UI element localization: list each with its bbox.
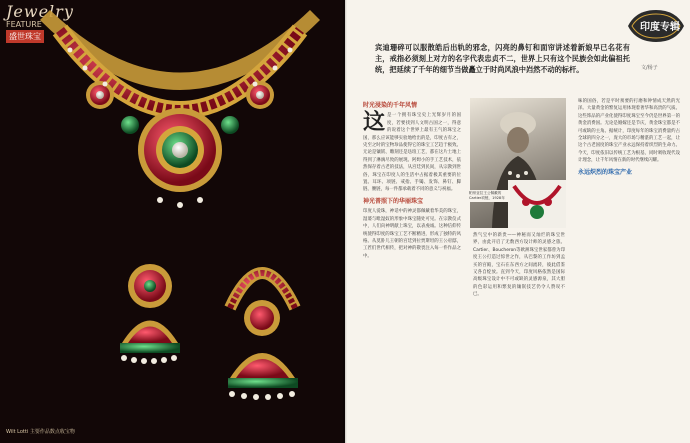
author-byline: 文/杨子	[641, 65, 658, 71]
page-gutter	[343, 0, 347, 443]
section-heading-1: 时光浸染的千年风情	[363, 102, 418, 109]
section-badge: 印度专辑	[640, 22, 680, 33]
column-2	[473, 232, 565, 299]
section-heading-3: 永远炽烈的珠宝产业	[578, 168, 633, 176]
earring-right-image	[220, 248, 305, 423]
photo-caption: 帕蒂亚拉王公佩戴的Cartier项链，1928年	[468, 190, 510, 202]
section-label-en: FEATURE	[6, 20, 42, 29]
lead-paragraph: 宾迪珊碎可以服散皓后出轨的邪念，闪亮的鼻钉和面帘讲述着新娘早已名花有主，戒指必须刻上对方的名字代表忠贞不二，世界上只有这个民族会如此偏祖托统，把延续了千年的细节当做矗立于时尚风浪中岿然不动的标杆。	[375, 43, 630, 74]
left-page-caption: Wilt Lotti 主要作品数点收宝物	[6, 429, 75, 435]
earring-left-image	[110, 258, 190, 423]
section-heading-2: 神光普照下的华丽珠宝	[363, 197, 424, 205]
section-label-cn: 盛世珠宝	[6, 30, 44, 43]
column-1	[363, 98, 461, 260]
column-3-intro: 味的国俗，若是平时须要的打磨和钟情成天然的光泽。大量黄金的繁复运用体现着奢华和高贵的气质。这些饰品的产业化使得印度珠宝至今仍是世界第一的黄金消费国。无论是婚嫁还是节庆，黄金珠宝都是不可或缺的主角。据统计，印度每年的珠宝消费量约占全球的四分之一，庞大的市场与精湛的工艺一起，让这个古老国度的珠宝产业永远保持着炽烈的生命力。今天，印度依旧以传统工艺为根基，同时吸收现代设计理念，让千年风情在新的时代继续闪耀。	[578, 99, 680, 164]
right-page	[345, 0, 690, 443]
column-2-body: 然气宝中的新贵——神秘而又灿烂的珠宝世界，由此开启了无数西方设计师的灵感之旅。Cartier、Boucheron等欧洲珠宝世家都曾为印度王公打造过惊世之作，从巴黎的工作坊到孟买的宫殿，宝石在东西方之间流转，彼此借鉴又各自绽放。直到今天，印度风格依然是国际高级珠宝设计中不可或缺的灵感源泉，其大胆的色彩运用和繁复的镶嵌技艺仍令人赞叹不已。	[473, 233, 565, 298]
magazine-brand: Jewelry	[6, 2, 74, 21]
section-2-body: 印度人爱珠，神话中的神灵都佩戴着华美的珠宝，湿婆与毗湿奴的形象中珠宝随处可见。在宗教仪式中，人们向神明献上珠宝，以表虔诚。这种信仰传统使得印度的珠宝工艺不断精进，形成了独特的风格。从莫卧儿王朝的宫廷到拉贾斯坦的王公府邸，工匠们世代相传，把对神的敬畏注入每一件作品之中。	[363, 209, 461, 259]
column-3	[578, 98, 680, 179]
drop-cap: 这	[363, 109, 386, 136]
necklace-image	[30, 10, 330, 220]
necklace-inset-image	[508, 180, 566, 228]
section-1-body: 是一个拥有珠宝史上光辉岁月的国度，若要找到人文明古国之一，得意的说着这个世界上最有王气的珠宝之国，那么应该能够实验地给出的是，印度古有之，史至之时的宝物珍品使得它的珠宝工艺趋于极致。无论是镶嵌、雕刻还是珐琅工艺，都在这片土地上得到了淋漓尽致的展现。阿姆小的手工艺技术，依然保存着古老的技法，从宫廷到民间，从宗教到世俗，珠宝在印度人的生活中占据着极其重要的位置。耳环、项链、戒指、手镯、发饰、鼻钉、脚链、腰链，每一件都承载着不同的意义与祝福。	[363, 113, 461, 193]
